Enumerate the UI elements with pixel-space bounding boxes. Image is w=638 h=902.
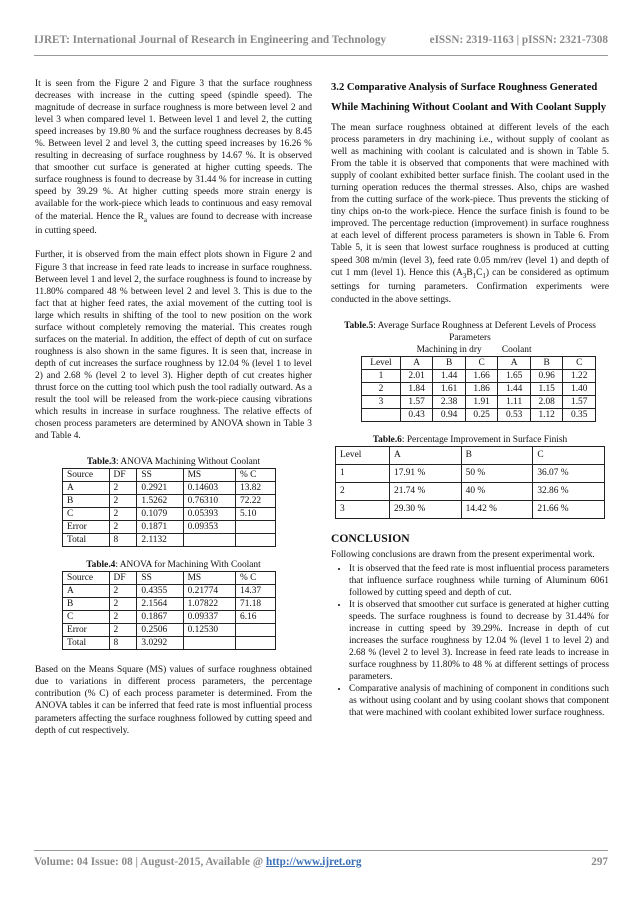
table-cell: 1.91: [465, 395, 498, 408]
table-cell: 0.53: [498, 408, 531, 421]
table-cell: 0.25: [465, 408, 498, 421]
table-cell: 0.14603: [183, 482, 235, 495]
table-cell: Source: [63, 572, 110, 585]
table-cell: 1.22: [563, 369, 596, 382]
right-column: [331, 78, 609, 719]
table-cell: [183, 534, 235, 547]
table-cell: B: [530, 356, 563, 369]
table6: [335, 446, 605, 519]
table-cell: 29.30 %: [390, 500, 462, 518]
table-cell: 1.44: [433, 369, 466, 382]
conclusion-item: • It is observed that the feed rate is most influential process parameters that influence surface roughness while turning of Aluminum 6061 followed by cutting speed and depth of cut.: [349, 563, 609, 599]
table-cell: A: [400, 356, 433, 369]
table-cell: C: [465, 356, 498, 369]
paragraph: Based on the Means Square (MS) values of surface roughness obtained due to variations in different process parameters, the percentage contribution (% C) of each process parameter is determined. From the ANOVA tables it can be inferred that feed rate is most influential process parameters affecting the surface roughness followed by cutting speed and depth of cut respectively.: [35, 665, 312, 736]
table-cell: DF: [109, 469, 137, 482]
header-divider: [34, 55, 608, 56]
table-cell: SS: [137, 469, 183, 482]
table-cell: 1.57: [400, 395, 433, 408]
table-cell: 1.57: [563, 395, 596, 408]
table-cell: 1.86: [465, 382, 498, 395]
table-row: [63, 598, 276, 611]
table-header-row: [63, 469, 276, 482]
table-cell: [236, 624, 276, 637]
table-cell: B: [63, 598, 110, 611]
table-cell: 14.37: [236, 585, 276, 598]
table-cell: C: [63, 611, 110, 624]
table-row: [63, 482, 276, 495]
table-cell: 21.74 %: [390, 482, 462, 500]
table-row: [336, 500, 605, 518]
table-row: [336, 482, 605, 500]
table-cell: 8: [109, 637, 137, 650]
table-cell: 3: [362, 395, 401, 408]
table4: [62, 571, 276, 650]
table-cell: A: [63, 585, 110, 598]
table-cell: [362, 408, 401, 421]
table-cell: % C: [236, 572, 276, 585]
table-cell: 1: [362, 369, 401, 382]
left-column: [35, 78, 312, 737]
table-cell: 3: [336, 500, 390, 518]
table3: [62, 468, 276, 547]
table-cell: 0.2506: [137, 624, 183, 637]
table-cell: 1.84: [400, 382, 433, 395]
table-cell: C: [63, 508, 110, 521]
table-header-row: [362, 356, 596, 369]
table-cell: Level: [362, 356, 401, 369]
issn: eISSN: 2319-1163 | pISSN: 2321-7308: [429, 34, 608, 46]
table-cell: 2: [109, 482, 137, 495]
table-cell: 2.38: [433, 395, 466, 408]
table-cell: 1.5262: [137, 495, 183, 508]
table-cell: 0.96: [530, 369, 563, 382]
table-cell: 0.09353: [183, 521, 235, 534]
table-cell: 0.1079: [137, 508, 183, 521]
table-cell: 50 %: [461, 464, 533, 482]
table-cell: MS: [183, 469, 235, 482]
table-cell: 36.07 %: [533, 464, 605, 482]
table-cell: Source: [63, 469, 110, 482]
table-cell: 0.94: [433, 408, 466, 421]
paragraph: It is seen from the Figure 2 and Figure 3 that the surface roughness decreases with increase in the cutting speed (spindle speed). The magnitude of decrease in surface roughness is more between level 2 and level 3 when compared level 1. Between level 1 and level 2, the cutting speed increases by 19.80 % and the surface roughness decreases by 8.45 %. Between level 2 and level 3, the cutting speed increases by 16.26 % resulting in decreasing of surface roughness by 14.67 %. It is observed that smoother cut surface is generated at higher cutting speeds. The surface roughness is found to decrease by 31.44 % for increase in cutting speed by 39.29 %. At higher cutting speeds more strain energy is available for the work-piece which leads to continuous and easy removal of the material. Hence the $R_a$ values are found to decrease with increase in cutting speed.: [35, 79, 313, 237]
table-cell: 2: [336, 482, 390, 500]
table-cell: 2: [109, 585, 137, 598]
table4-caption: Table.4: ANOVA for Machining With Coolant: [86, 560, 261, 571]
table-cell: 2: [109, 598, 137, 611]
table-cell: 1.40: [563, 382, 596, 395]
table-cell: A: [63, 482, 110, 495]
table-cell: 1.07822: [183, 598, 235, 611]
table-row: [63, 534, 276, 547]
table-cell: B: [461, 446, 533, 464]
table-cell: B: [433, 356, 466, 369]
table-cell: 71.18: [236, 598, 276, 611]
conclusion-item: • Comparative analysis of machining of component in conditions such as without using coolant and by using coolant shows that component that were machined with coolant exhibited lower surface roughness.: [349, 683, 609, 719]
table-cell: 17.91 %: [390, 464, 462, 482]
table-cell: 13.82: [236, 482, 276, 495]
table-header-row: [63, 572, 276, 585]
table-cell: 2: [109, 495, 137, 508]
table-row: [63, 495, 276, 508]
table-cell: 1.12: [530, 408, 563, 421]
table-cell: 1.15: [530, 382, 563, 395]
table-cell: 1.11: [498, 395, 531, 408]
conclusion-list: [331, 563, 609, 720]
table-cell: 1: [336, 464, 390, 482]
table3-caption: Table.3: ANOVA Machining Without Coolant: [86, 457, 261, 468]
page-header: [34, 34, 608, 46]
group-dry: Machining in dry: [416, 344, 482, 355]
table-cell: [236, 637, 276, 650]
footer-divider: [34, 850, 608, 851]
conclusion-item: • It is observed that smoother cut surface is generated at higher cutting speeds. The surface roughness is found to decrease by 31.44% for increase in cutting speed by 39.29%. Increase in depth of cut increases the surface roughness by 12.04 % (level 1 to level 2) and 2.68 % (level 2 to level 3). Increase in feed rate leads to increase in surface roughness by 11.80% to 48 % at different settings of process parameters.: [349, 599, 609, 683]
table-row: [63, 624, 276, 637]
paragraph: The mean surface roughness obtained at different levels of the each process parameters in dry machining i.e., without supply of coolant as well as machining with coolant is calculated and is shown in Table 5. From the table it is observed that components that were machined with supply of coolant exhibited better surface finish. The coolant used in the turning operation reduces the thermal stresses. Also, chips are washed from the cutting surface of the work-piece. Thus prevents the sticking of tiny chips on-to the work-piece. Hence the surface finish is found to be improved. The percentage reduction (improvement) in surface roughness at each level of different process parameters is shown in Table 6. From Table 5, it is seen that lowest surface roughness is produced at cutting speed 308 m/min (level 3), feed rate 0.05 mm/rev (level 1) and depth of cut 1 mm (level 1). Hence this $(A_3B_1C_1)$ can be considered as optimum settings for turning parameters. Confirmation experiments were conducted in the above settings.: [331, 123, 609, 305]
paragraph: Further, it is observed from the main effect plots shown in Figure 2 and Figure 3 that increase in feed rate leads to increase in surface roughness. Between level 1 and level 2, the surface roughness is found to increase by 11.80% compared 48 % between level 2 and level 3. This is due to the fact that at higher feed rates, the axial movement of the cutting tool is large which results in shifting of the tool to new position on the work surface without completely removing the material. This creates rough surfaces on the material. In addition, the effect of depth of cut on surface roughness is also shown in the same figures. It is seen that, increase in depth of cut increases the surface roughness by 12.04 % (level 1 to level 2) and 2.68 % (level 2 to level 3). Higher depth of cut creates higher thrust force on the cutting tool which push the tool radially outward. As a result the tool will be released from the work-piece causing vibrations which results in increase in surface roughness. The relative effects of chosen process parameters are determined by ANOVA shown in Table 3 and Table 4.: [35, 250, 312, 442]
table-cell: 0.1871: [137, 521, 183, 534]
table-cell: 2.1564: [137, 598, 183, 611]
table-cell: Error: [63, 624, 110, 637]
table-header-row: [336, 446, 605, 464]
table-cell: C: [533, 446, 605, 464]
table-row: [362, 344, 596, 357]
table-cell: 5.10: [236, 508, 276, 521]
table-cell: MS: [183, 572, 235, 585]
table-row: [63, 637, 276, 650]
section-heading: 3.2 Comparative Analysis of Surface Roughness Generated While Machining Without Coolant and With Coolant Supply: [331, 82, 607, 113]
table-cell: 40 %: [461, 482, 533, 500]
volume-info: Volume: 04 Issue: 08 | August-2015, Available @ http://www.ijret.org: [34, 856, 362, 868]
table-cell: 2: [109, 624, 137, 637]
group-coolant: Coolant: [501, 344, 532, 355]
table-row: [63, 585, 276, 598]
table-cell: 2.01: [400, 369, 433, 382]
table-cell: 6.16: [236, 611, 276, 624]
table-cell: % C: [236, 469, 276, 482]
page-footer: [34, 856, 608, 868]
table-cell: 32.86 %: [533, 482, 605, 500]
table-cell: 3.0292: [137, 637, 183, 650]
table-cell: C: [563, 356, 596, 369]
journal-link[interactable]: http://www.ijret.org: [265, 856, 362, 868]
table-cell: Level: [336, 446, 390, 464]
table-cell: A: [498, 356, 531, 369]
conclusion-heading: CONCLUSION: [331, 531, 410, 545]
table-cell: 0.43: [400, 408, 433, 421]
table-cell: SS: [137, 572, 183, 585]
table-cell: 1.66: [465, 369, 498, 382]
table-cell: 1.65: [498, 369, 531, 382]
table-cell: Total: [63, 637, 110, 650]
table-cell: 2: [109, 611, 137, 624]
table-cell: 1.44: [498, 382, 531, 395]
table-row: [362, 395, 596, 408]
table-cell: [183, 637, 235, 650]
table-cell: 14.42 %: [461, 500, 533, 518]
table-row: [63, 521, 276, 534]
paragraph: Following conclusions are drawn from the present experimental work.: [331, 549, 595, 560]
table-cell: 0.35: [563, 408, 596, 421]
table-cell: 2.1132: [137, 534, 183, 547]
table5: [361, 344, 596, 422]
table-cell: 0.09337: [183, 611, 235, 624]
table-cell: 1.61: [433, 382, 466, 395]
table-cell: 0.76310: [183, 495, 235, 508]
table-cell: 2: [362, 382, 401, 395]
table-cell: Total: [63, 534, 110, 547]
table-cell: 0.05393: [183, 508, 235, 521]
table-row: [362, 369, 596, 382]
table-cell: 0.2921: [137, 482, 183, 495]
table-cell: 72.22: [236, 495, 276, 508]
table-cell: 2.08: [530, 395, 563, 408]
table-cell: 0.12530: [183, 624, 235, 637]
table6-caption: Table.6: Percentage Improvement in Surface Finish: [372, 434, 568, 445]
table-cell: B: [63, 495, 110, 508]
page-number: 297: [591, 856, 608, 868]
journal-title: IJRET: International Journal of Research in Engineering and Technology: [34, 34, 387, 46]
table-row: [362, 382, 596, 395]
table-row: [336, 464, 605, 482]
table-cell: 2: [109, 508, 137, 521]
table-cell: Error: [63, 521, 110, 534]
table-cell: 8: [109, 534, 137, 547]
table-cell: DF: [109, 572, 137, 585]
table-cell: 0.21774: [183, 585, 235, 598]
table-row: [63, 611, 276, 624]
table-cell: 0.1867: [137, 611, 183, 624]
table-cell: 21.66 %: [533, 500, 605, 518]
table-cell: A: [390, 446, 462, 464]
table5-caption: Table.5: Average Surface Roughness at Deferent Levels of Process Parameters: [344, 320, 596, 343]
table-cell: [236, 534, 276, 547]
table-row: [362, 408, 596, 421]
table-cell: 2: [109, 521, 137, 534]
table-cell: 0.4355: [137, 585, 183, 598]
table-cell: [236, 521, 276, 534]
table-row: [63, 508, 276, 521]
